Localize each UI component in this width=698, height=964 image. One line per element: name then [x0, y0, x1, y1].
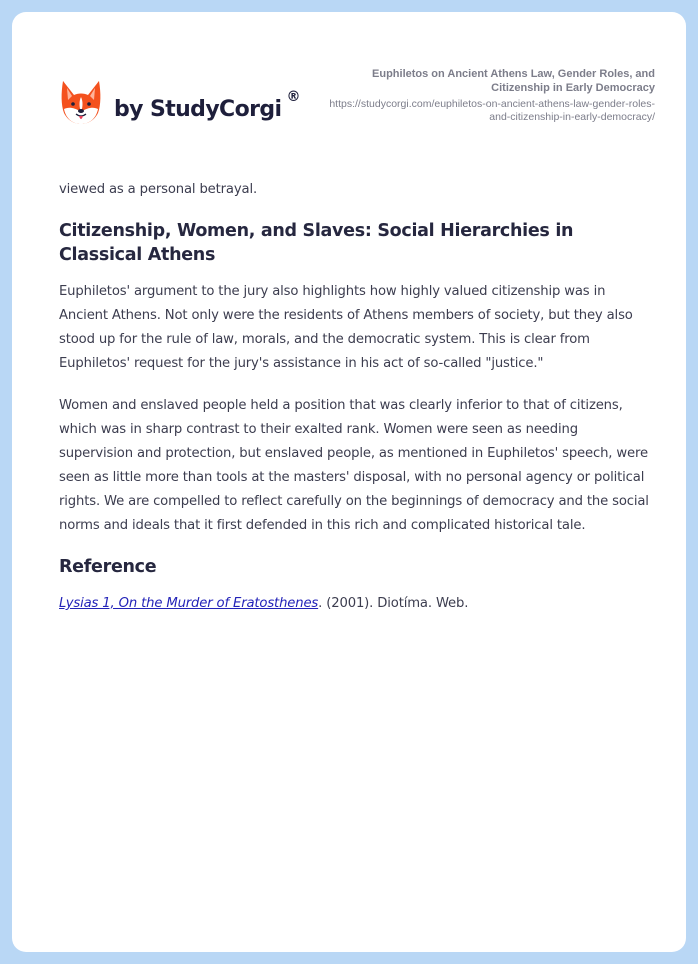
- section-heading-reference: Reference: [59, 557, 157, 577]
- registered-mark: ®: [286, 89, 301, 105]
- page-header: [12, 12, 686, 152]
- section-heading-citizenship: Citizenship, Women, and Slaves: Social Hierarchies in Classical Athens: [59, 221, 574, 265]
- document-title: Euphiletos on Ancient Athens Law, Gender Roles, and Citizenship in Early Democracy: [372, 68, 655, 94]
- document-meta: [325, 67, 655, 124]
- reference-details: . (2001). Diotíma. Web.: [318, 596, 469, 611]
- intro-fragment: viewed as a personal betrayal.: [59, 182, 258, 197]
- brand-name: by StudyCorgi: [114, 96, 282, 122]
- reference-item: [59, 592, 655, 616]
- reference-link[interactable]: Lysias 1, On the Murder of Eratosthenes: [59, 596, 319, 611]
- article-body: [59, 178, 655, 616]
- document-card: [12, 12, 686, 952]
- document-url[interactable]: https://studycorgi.com/euphiletos-on-ancient-athens-law-gender-roles-and-citizenship-in-early-democracy/: [329, 98, 655, 123]
- paragraph: Euphiletos' argument to the jury also highlights how highly valued citizenship was in Ancient Athens. Not only were the residents of Athens members of society, but they also stood up for the rule of law, morals, and the democratic system. This is clear from Euphiletos' request for the jury's assistance in his act of so-called "justice.": [59, 284, 633, 371]
- studycorgi-logo[interactable]: [60, 76, 300, 128]
- paragraph: Women and enslaved people held a position that was clearly inferior to that of citizens, which was in sharp contrast to their exalted rank. Women were seen as needing supervision and protection, but enslaved people, as mentioned in Euphiletos' speech, were seen as little more than tools at the masters' disposal, with no personal agency or political rights. We are compelled to reflect carefully on the beginnings of democracy and the social norms and ideals that it first defended in this rich and complicated historical tale.: [59, 398, 649, 533]
- corgi-icon: [60, 79, 102, 125]
